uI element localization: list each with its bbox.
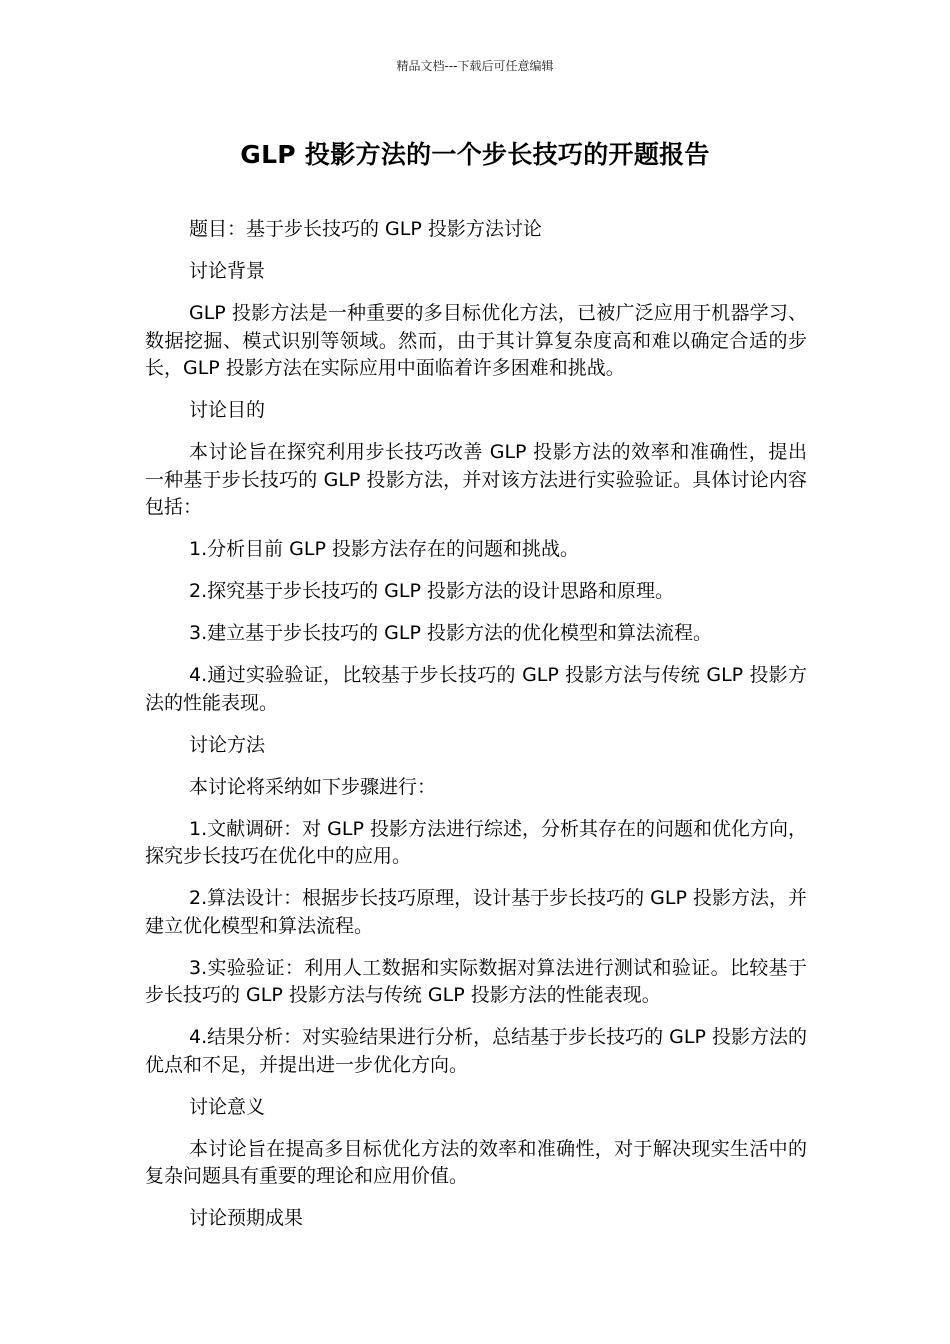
document-title: GLP 投影方法的一个步长技巧的开题报告 xyxy=(240,140,710,169)
document-body xyxy=(145,216,807,1247)
significance-paragraph: 本讨论旨在提高多目标优化方法的效率和准确性，对于解决现实生活中的复杂问题具有重要的理论和应用价值。 xyxy=(145,1137,807,1187)
method-intro: 本讨论将采纳如下步骤进行： xyxy=(189,775,437,798)
purpose-item-1: 1.分析目前 GLP 投影方法存在的问题和挑战。 xyxy=(189,538,579,560)
method-item-3: 3.实验验证：利用人工数据和实际数据对算法进行测试和验证。比较基于步长技巧的 GLP 投影方法与传统 GLP 投影方法的性能表现。 xyxy=(145,956,807,1006)
method-item-2: 2.算法设计：根据步长技巧原理，设计基于步长技巧的 GLP 投影方法，并建立优化模型和算法流程。 xyxy=(145,887,807,937)
topic-line: 题目：基于步长技巧的 GLP 投影方法讨论 xyxy=(189,218,542,240)
section-heading-purpose: 讨论目的 xyxy=(189,399,266,421)
background-paragraph: GLP 投影方法是一种重要的多目标优化方法，已被广泛应用于机器学习、数据挖掘、模式识别等领域。然而，由于其计算复杂度高和难以确定合适的步长，GLP 投影方法在实际应用中面临着许多困难和挑战。 xyxy=(145,302,807,379)
section-heading-expected-results: 讨论预期成果 xyxy=(189,1207,304,1229)
purpose-item-3: 3.建立基于步长技巧的 GLP 投影方法的优化模型和算法流程。 xyxy=(189,622,712,644)
purpose-paragraph: 本讨论旨在探究利用步长技巧改善 GLP 投影方法的效率和准确性，提出一种基于步长技巧的 GLP 投影方法，并对该方法进行实验验证。具体讨论内容包括： xyxy=(145,441,807,518)
section-heading-method: 讨论方法 xyxy=(189,733,266,756)
page-header: 精品文档---下载后可任意编辑 xyxy=(396,59,554,73)
method-item-4: 4.结果分析：对实验结果进行分析，总结基于步长技巧的 GLP 投影方法的优点和不足，并提出进一步优化方向。 xyxy=(145,1026,807,1076)
method-item-1: 1.文献调研：对 GLP 投影方法进行综述，分析其存在的问题和优化方向，探究步长技巧在优化中的应用。 xyxy=(145,817,807,867)
purpose-item-4: 4.通过实验验证，比较基于步长技巧的 GLP 投影方法与传统 GLP 投影方法的性能表现。 xyxy=(145,664,807,714)
section-heading-background: 讨论背景 xyxy=(189,260,266,282)
purpose-item-2: 2.探究基于步长技巧的 GLP 投影方法的设计思路和原理。 xyxy=(189,580,674,602)
section-heading-significance: 讨论意义 xyxy=(189,1095,266,1118)
